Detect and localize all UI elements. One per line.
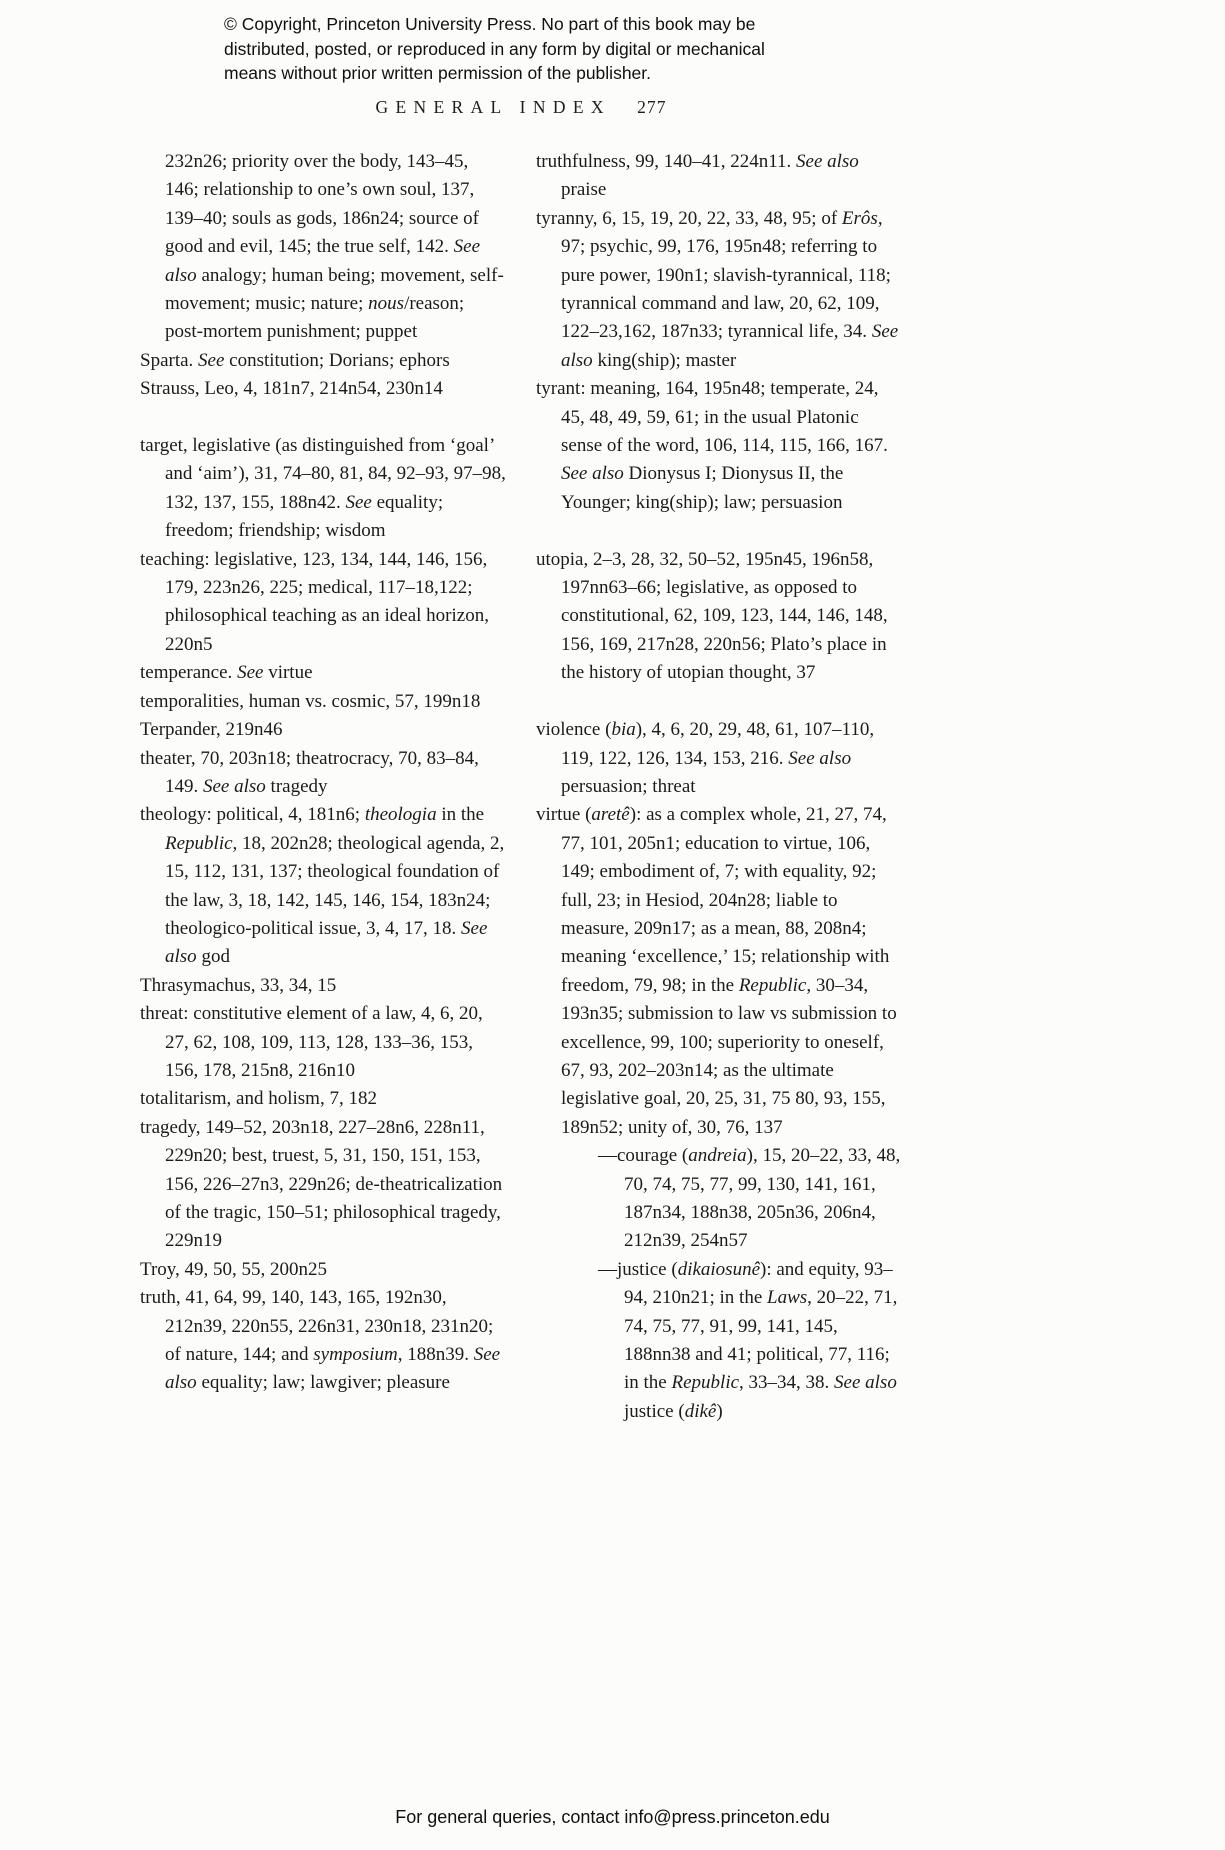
entry-text: teaching: legislative, 123, 134, 144, 146, 156, 179, 223n26, 225; medical, 117–18,122; philosophical teaching as an ideal horizon, 220n5 <box>140 548 489 655</box>
index-entry <box>536 801 902 1142</box>
entry-text: virtue <box>263 662 313 684</box>
entry-text: tragedy, 149–52, 203n18, 227–28n6, 228n11, 229n20; best, truest, 5, 31, 150, 151, 153, 156, 226–27n3, 229n26; de-theatricalization of the tragic, 150–51; philosophical tragedy, 229n19 <box>140 1116 503 1252</box>
entry-text: 232n26; priority over the body, 143–45, 146; relationship to one’s own soul, 137, 139–40; souls as gods, 186n24; source of good and evil, 145; the true self, 142. <box>165 151 480 258</box>
entry-text-italic: Republic <box>738 974 807 996</box>
entry-text: persuasion; threat <box>561 775 696 797</box>
entry-text-italic: See also <box>165 1344 501 1394</box>
entry-text-italic: See also <box>165 917 488 968</box>
entry-text: king(ship); master <box>592 349 737 371</box>
entry-text: praise <box>561 179 607 201</box>
index-entry <box>536 375 902 517</box>
index-entry <box>140 1114 506 1256</box>
entry-text: ), 4, 6, 20, 29, 48, 61, 107–110, 119, 122, 126, 134, 153, 216. <box>561 719 875 769</box>
entry-text: , 30–34, 193n35; submission to law vs submission to excellence, 99, 100; superiority to oneself, 67, 93, 202–203n14; as the ultimate legislative goal, 20, 25, 31, 75 80, 93, 155, 189n52; unity of, 30, 76, 137 <box>561 974 897 1138</box>
index-entry <box>536 546 902 688</box>
entry-text-italic: Laws <box>767 1287 808 1309</box>
entry-text-italic: dikaiosunê <box>677 1258 761 1280</box>
index-entry <box>140 801 506 971</box>
entry-text-italic: See also <box>834 1372 897 1394</box>
entry-text: —courage ( <box>598 1145 689 1167</box>
entry-text: , 20–22, 71, 74, 75, 77, 91, 99, 141, 145, 188nn38 and 41; political, 77, 116; in the <box>624 1287 898 1394</box>
entry-text: ), 15, 20–22, 33, 48, 70, 74, 75, 77, 99, 130, 141, 161, 187n34, 188n38, 205n36, 206n4, 212n39, 254n57 <box>624 1145 901 1252</box>
entry-text-italic: bia <box>611 719 636 741</box>
entry-text: tyrant: meaning, 164, 195n48; temperate, 24, 45, 48, 49, 59, 61; in the usual Platonic sense of the word, 106, 114, 115, 166, 167. <box>536 378 888 457</box>
entry-text-italic: See <box>237 662 264 684</box>
copyright-notice <box>224 12 864 86</box>
index-column-right <box>536 148 902 1426</box>
entry-text: ) <box>716 1400 723 1422</box>
entry-text: truthfulness, 99, 140–41, 224n11. <box>536 151 797 172</box>
entry-text: in the <box>436 804 485 826</box>
entry-text: ): and equity, 93–94, 210n21; in the <box>624 1258 893 1309</box>
entry-text: violence ( <box>536 719 612 741</box>
footer-contact: For general queries, contact info@press.princeton.edu <box>395 1807 830 1827</box>
entry-text-italic: nous <box>368 293 405 315</box>
entry-text: justice ( <box>624 1400 685 1422</box>
entry-text: threat: constitutive element of a law, 4, 6, 20, 27, 62, 108, 109, 113, 128, 133–36, 153, 156, 178, 215n8, 216n10 <box>140 1003 483 1081</box>
running-head <box>140 97 902 118</box>
entry-text: equality; law; lawgiver; pleasure <box>196 1372 450 1394</box>
index-entry <box>140 1085 506 1113</box>
entry-text: target, legislative (as distinguished from ‘goal’ and ‘aim’), 31, 74–80, 81, 84, 92–93, 97–98, 132, 137, 155, 188n42. <box>140 435 506 513</box>
entry-text: ): as a complex whole, 21, 27, 74, 77, 101, 205n1; education to virtue, 106, 149; embodiment of, 7; with equality, 92; full, 23; in Hesiod, 204n28; liable to measure, 209n17; as a mean, 88, 208n4; meaning ‘excellence,’ 15; relationship with freedom, 79, 98; in the <box>561 804 890 996</box>
entry-text: utopia, 2–3, 28, 32, 50–52, 195n45, 196n58, 197nn63–66; legislative, as opposed to constitutional, 62, 109, 123, 144, 146, 148, 156, 169, 217n28, 220n56; Plato’s place in the history of utopian thought, 37 <box>536 548 888 684</box>
entry-text: truth, 41, 64, 99, 140, 143, 165, 192n30, 212n39, 220n55, 226n31, 230n18, 231n20; of nature, 144; and <box>140 1287 494 1366</box>
running-head-title: GENERAL INDEX <box>375 97 611 117</box>
index-entry <box>140 688 506 716</box>
entry-text-italic: See also <box>796 151 859 172</box>
entry-text: , 18, 202n28; theological agenda, 2, 15, 112, 131, 137; theological foundation of the law, 3, 18, 142, 145, 146, 154, 183n24; theologico-political issue, 3, 4, 17, 18. <box>165 832 505 939</box>
entry-text: analogy; human being; movement, self-movement; music; nature; <box>165 264 504 315</box>
entry-text-italic: aretê <box>591 804 630 826</box>
index-entry <box>536 716 902 801</box>
entry-text: Strauss, Leo, 4, 181n7, 214n54, 230n14 <box>140 378 443 400</box>
entry-text: tragedy <box>265 775 328 797</box>
index-entry <box>140 148 506 347</box>
entry-text: equality; freedom; friendship; wisdom <box>165 491 444 542</box>
entry-text: temperance. <box>140 662 238 684</box>
index-entry <box>140 375 506 403</box>
entry-text: , 33–34, 38. <box>739 1372 835 1394</box>
entry-text: —justice ( <box>598 1258 678 1280</box>
index-entry <box>140 659 506 687</box>
entry-text: Dionysus I; Dionysus II, the Younger; king(ship); law; persuasion <box>561 463 844 513</box>
entry-text-italic: See also <box>203 775 266 797</box>
entry-text: theology: political, 4, 181n6; <box>140 804 365 826</box>
page-number: 277 <box>637 97 667 117</box>
index-entry <box>140 1256 506 1284</box>
entry-text: , 97; psychic, 99, 176, 195n48; referring to pure power, 190n1; slavish-tyrannical, 118; tyrannical command and law, 20, 62, 109, 122–23,162, 187n33; tyrannical life, 34. <box>561 207 891 343</box>
entry-text: tyranny, 6, 15, 19, 20, 22, 33, 48, 95; of <box>536 207 842 229</box>
entry-text: constitution; Dorians; ephors <box>224 349 450 371</box>
index-entry <box>140 432 506 546</box>
entry-text: , 188n39. <box>397 1344 474 1366</box>
index-entry <box>140 347 506 375</box>
entry-text-italic: symposium <box>313 1344 398 1366</box>
index-columns <box>140 148 902 1426</box>
entry-text: Terpander, 219n46 <box>140 719 283 741</box>
entry-text: temporalities, human vs. cosmic, 57, 199n18 <box>140 690 481 712</box>
index-entry <box>140 1284 506 1398</box>
copyright-line: distributed, posted, or reproduced in any form by digital or mechanical <box>224 38 765 59</box>
entry-text: theater, 70, 203n18; theatrocracy, 70, 83–84, 149. <box>140 747 479 797</box>
entry-text-italic: See <box>345 491 372 513</box>
entry-text: god <box>196 946 230 968</box>
index-entry <box>140 972 506 1000</box>
entry-text-italic: dikê <box>684 1400 717 1422</box>
index-entry <box>140 716 506 744</box>
index-subentry <box>536 1256 902 1426</box>
entry-text: Thrasymachus, 33, 34, 15 <box>140 974 337 996</box>
entry-text: Sparta. <box>140 349 199 371</box>
index-entry <box>140 1000 506 1085</box>
index-column-left <box>140 148 506 1426</box>
entry-text-italic: Republic <box>671 1372 740 1394</box>
index-entry <box>140 745 506 802</box>
entry-text-italic: See also <box>165 236 481 286</box>
index-entry <box>536 148 902 205</box>
entry-text-italic: See also <box>561 321 899 371</box>
entry-text: totalitarism, and holism, 7, 182 <box>140 1088 377 1110</box>
entry-text-italic: theologia <box>364 804 437 826</box>
index-entry <box>140 546 506 660</box>
copyright-line: means without prior written permission of the publisher. <box>224 63 652 83</box>
entry-text: Troy, 49, 50, 55, 200n25 <box>140 1258 328 1280</box>
entry-text-italic: See <box>198 349 225 371</box>
entry-text-italic: See also <box>788 747 852 769</box>
index-entry <box>536 205 902 375</box>
entry-text-italic: See also <box>561 463 624 485</box>
entry-text: virtue ( <box>536 804 592 826</box>
copyright-line: © Copyright, Princeton University Press. No part of this book may be <box>224 14 756 34</box>
entry-text: /reason; post-mortem punishment; puppet <box>165 293 465 343</box>
entry-text-italic: Erôs <box>841 207 878 229</box>
entry-text-italic: Republic <box>165 832 233 854</box>
index-subentry <box>536 1142 902 1256</box>
entry-text-italic: andreia <box>688 1145 747 1167</box>
